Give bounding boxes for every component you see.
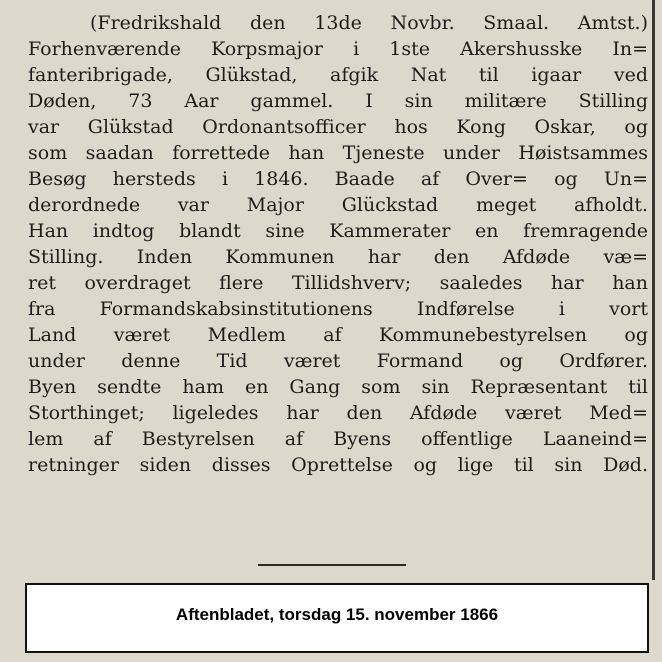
article-line: Forhenværende Korpsmajor i 1ste Akershusske In= (28, 38, 648, 60)
article-line: ret overdraget flere Tillidshverv; saaledes har han (28, 272, 648, 294)
article-end-rule (258, 564, 406, 566)
caption-box (25, 583, 649, 653)
article-line: Stilling. Inden Kommunen har den Afdøde væ= (28, 246, 648, 268)
article-line: Besøg hersteds i 1846. Baade af Over= og Un= (28, 168, 648, 190)
article-line: Døden, 73 Aar gammel. I sin militære Stilling (28, 90, 648, 112)
article-line: Land været Medlem af Kommunebestyrelsen og (28, 324, 648, 346)
article-line: fanteribrigade, Glükstad, afgik Nat til igaar ved (28, 64, 648, 86)
article-line: derordnede var Major Glückstad meget afholdt. (28, 194, 648, 216)
article-line: under denne Tid været Formand og Ordfører. (28, 350, 648, 372)
article-text (28, 10, 648, 478)
article-line: Han indtog blandt sine Kammerater en fremragende (28, 220, 648, 242)
article-line: (Fredrikshald den 13de Novbr. Smaal. Amtst.) (90, 12, 648, 34)
article-line: Byen sendte ham en Gang som sin Repræsentant til (28, 376, 648, 398)
column-rule (652, 0, 655, 580)
article-line: var Glükstad Ordonantsofficer hos Kong Oskar, og (28, 116, 648, 138)
article-line: fra Formandskabsinstitutionens Indførelse i vort (28, 298, 648, 320)
bleed-through-top (0, 0, 662, 10)
article-line: som saadan forrettede han Tjeneste under Høistsammes (28, 142, 648, 164)
article-line: Storthinget; ligeledes har den Afdøde været Med= (28, 402, 648, 424)
article-line: lem af Bestyrelsen af Byens offentlige Laaneind= (28, 428, 648, 450)
caption-text: Aftenbladet, torsdag 15. november 1866 (175, 605, 499, 624)
article-line: retninger siden disses Oprettelse og lige til sin Død. (28, 454, 648, 476)
